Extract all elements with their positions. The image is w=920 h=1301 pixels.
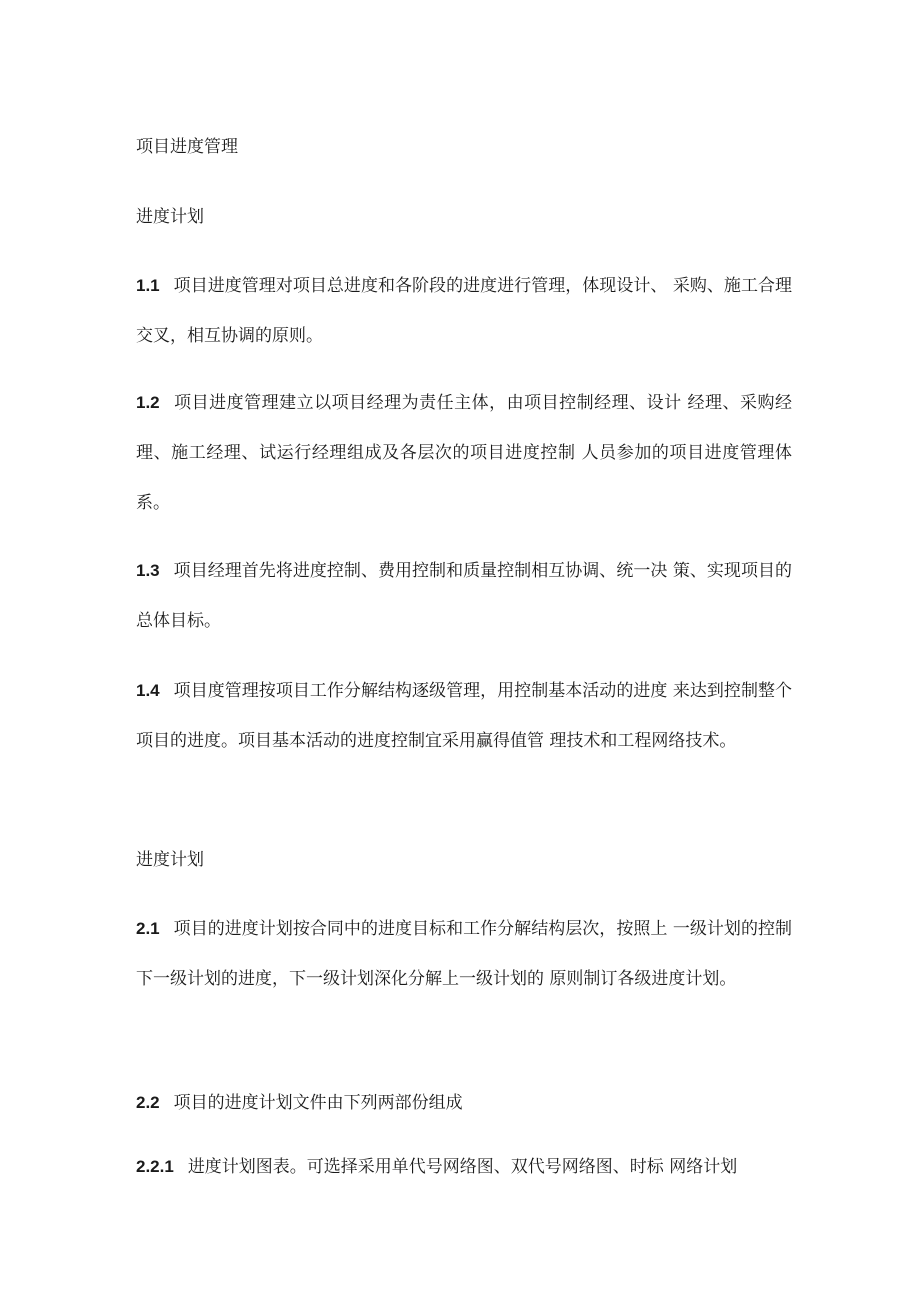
section-heading: 进度计划 bbox=[136, 850, 204, 870]
paragraph-text: 项目的进度计划按合同中的进度目标和工作分解结构层次，按照上 一级计划的控制下一级计划的进度，下一级计划深化分解上一级计划的 原则制订各级进度计划。 bbox=[136, 919, 792, 989]
paragraph-1-1 bbox=[136, 261, 792, 361]
paragraph-number: 2.2.1 bbox=[136, 1157, 174, 1176]
paragraph-number: 1.2 bbox=[136, 393, 160, 412]
paragraph-number: 2.2 bbox=[136, 1093, 160, 1112]
paragraph-text: 项目度管理按项目工作分解结构逐级管理，用控制基本活动的进度 来达到控制整个项目的进度。项目基本活动的进度控制宜采用赢得值管 理技术和工程网络技术。 bbox=[136, 681, 792, 751]
document-title: 项目进度管理 bbox=[136, 137, 238, 157]
paragraph-text: 项目经理首先将进度控制、费用控制和质量控制相互协调、统一决 策、实现项目的总体目标。 bbox=[136, 561, 792, 631]
section-heading: 进度计划 bbox=[136, 207, 204, 227]
paragraph-text: 项目的进度计划文件由下列两部份组成 bbox=[173, 1093, 463, 1113]
paragraph-2-2 bbox=[136, 1078, 792, 1128]
paragraph-2-2-1 bbox=[136, 1142, 792, 1192]
paragraph-2-1 bbox=[136, 904, 792, 1004]
paragraph-number: 1.4 bbox=[136, 681, 160, 700]
paragraph-1-2 bbox=[136, 378, 792, 528]
paragraph-text: 项目进度管理对项目总进度和各阶段的进度进行管理，体现设计、 采购、施工合理交叉，相互协调的原则。 bbox=[136, 276, 792, 346]
paragraph-text: 项目进度管理建立以项目经理为责任主体，由项目控制经理、设计 经理、采购经理、施工经理、试运行经理组成及各层次的项目进度控制 人员参加的项目进度管理体系。 bbox=[136, 393, 792, 513]
paragraph-text: 进度计划图表。可选择采用单代号网络图、双代号网络图、时标 网络计划 bbox=[187, 1157, 738, 1177]
paragraph-1-4 bbox=[136, 666, 792, 766]
paragraph-number: 2.1 bbox=[136, 919, 160, 938]
paragraph-number: 1.3 bbox=[136, 561, 160, 580]
paragraph-number: 1.1 bbox=[136, 276, 160, 295]
paragraph-1-3 bbox=[136, 546, 792, 646]
